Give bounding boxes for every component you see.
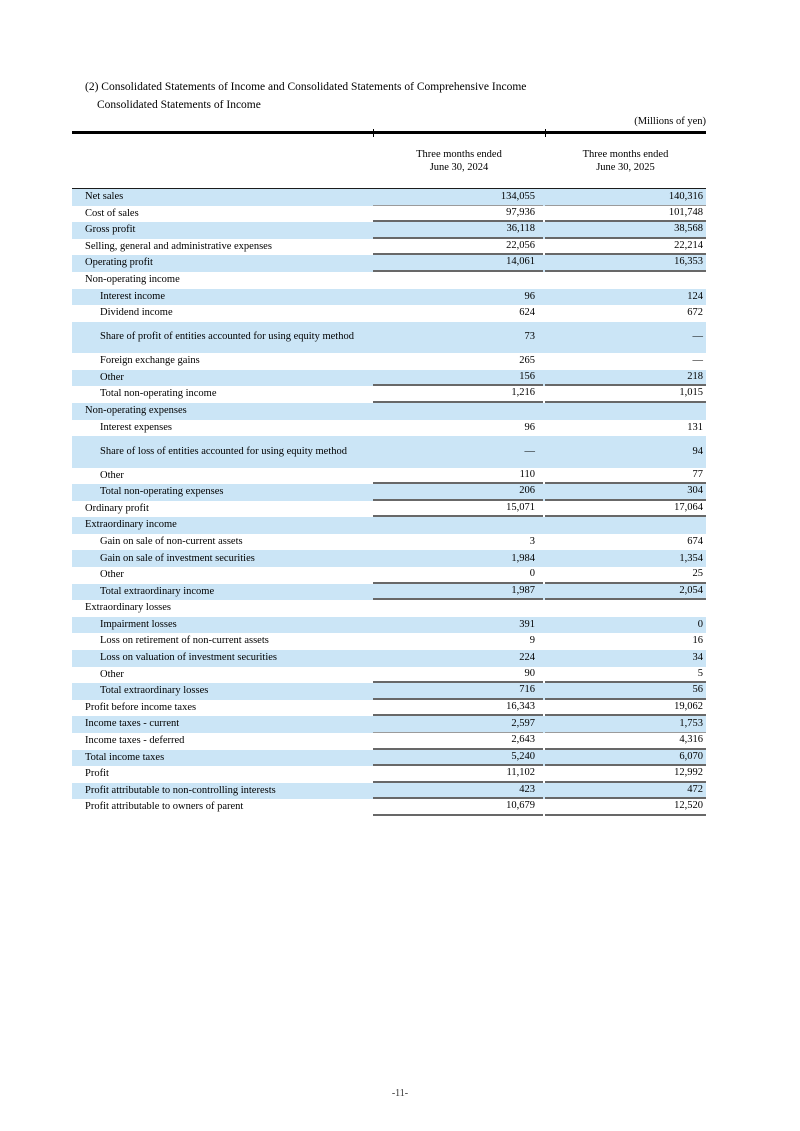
table-row [72,617,706,634]
value-2025 [545,403,706,420]
row-label: Gain on sale of investment securities [100,552,255,564]
value-2025: 472 [545,783,706,800]
value-2025: 77 [545,468,706,485]
column-header-row [72,134,706,189]
value-2025 [545,600,706,617]
row-label: Total non-operating expenses [100,486,224,498]
table-row [72,501,706,518]
value-2024: 16,343 [373,700,543,717]
value-2024: 156 [373,370,543,387]
value-2024: 1,984 [511,552,535,564]
value-2025: 25 [545,567,706,584]
table-row [72,584,706,601]
table-row [72,667,706,684]
row-label: Ordinary profit [85,502,149,514]
row-label: Extraordinary losses [85,602,172,614]
value-2024: 15,071 [373,501,543,518]
column-divider-tick [373,129,374,137]
income-statement-table [72,131,706,816]
table-top-rule [72,131,706,134]
document-heading: (2) Consolidated Statements of Income and Consolidated Statements of Comprehensive Income [85,81,527,93]
value-2024: 3 [529,535,535,547]
column-header-2025 [545,134,706,189]
value-2025: 131 [687,421,703,433]
value-2025: 1,354 [679,552,703,564]
table-row [72,716,706,733]
row-label: Interest income [100,290,166,302]
table-row [72,370,706,387]
value-2024 [373,403,543,420]
table-row [72,289,706,306]
row-label: Non-operating expenses [85,404,187,416]
value-2025: 101,748 [545,206,706,223]
value-2024: 10,679 [373,799,543,816]
table-row [72,272,706,289]
value-2025: 5 [545,667,706,684]
row-label: Impairment losses [100,618,177,630]
value-2024: 134,055 [373,189,543,206]
statement-subheading: Consolidated Statements of Income [97,99,261,111]
table-row [72,650,706,667]
column-header-2025-line1: Three months ended [582,148,669,160]
column-header-2024-line2: June 30, 2024 [429,161,489,173]
row-label: Income taxes - current [85,718,180,730]
table-row [72,353,706,370]
value-2025: 4,316 [545,733,706,750]
value-2025: 56 [545,683,706,700]
table-row [72,255,706,272]
column-divider-tick [545,129,546,137]
row-label: Gain on sale of non-current assets [100,535,243,547]
value-2025: 672 [687,307,703,319]
value-2024: 96 [524,421,535,433]
table-row [72,633,706,650]
table-row [72,567,706,584]
value-2025: 22,214 [545,239,706,256]
value-2024 [373,272,543,289]
table-row [72,766,706,783]
table-row [72,206,706,223]
page-number: -11- [391,1088,409,1099]
table-row [72,600,706,617]
row-label: Profit before income taxes [85,701,197,713]
table-row [72,222,706,239]
table-row [72,534,706,551]
row-label: Other [100,371,124,383]
value-2025: 140,316 [545,189,706,206]
table-row [72,550,706,567]
value-2025: 1,015 [545,386,706,403]
value-2024: 0 [373,567,543,584]
table-row [72,322,706,353]
value-2024: — [524,445,535,457]
value-2025: 34 [692,652,703,664]
value-2025: 12,992 [545,766,706,783]
table-row [72,750,706,767]
row-label: Total extraordinary income [100,585,215,597]
row-label: Dividend income [100,307,173,319]
table-row [72,386,706,403]
value-2024: 73 [524,331,535,343]
column-header-2024-line1: Three months ended [416,148,502,160]
table-row [72,305,706,322]
value-2025 [545,517,706,534]
row-label: Other [100,668,124,680]
table-row [72,700,706,717]
value-2024: 96 [524,290,535,302]
value-2024: 206 [373,484,543,501]
table-row [72,484,706,501]
value-2024: 716 [373,683,543,700]
table-row [72,436,706,467]
row-label: Profit attributable to non-controlling interests [85,784,276,796]
table-row [72,403,706,420]
value-2024: 22,056 [373,239,543,256]
table-row [72,468,706,485]
table-row [72,189,706,206]
unit-note: (Millions of yen) [634,116,706,127]
row-label: Profit attributable to owners of parent [85,801,244,813]
row-label: Extraordinary income [85,519,177,531]
value-2025: 12,520 [545,799,706,816]
value-2024: 265 [519,355,535,367]
row-label: Income taxes - deferred [85,735,185,747]
value-2025: 94 [692,445,703,457]
table-row [72,420,706,437]
value-2024: 624 [519,307,535,319]
table-body [72,189,706,816]
value-2025: 2,054 [545,584,706,601]
value-2024: 9 [529,635,535,647]
value-2025: 16,353 [545,255,706,272]
column-header-2024 [373,134,545,189]
value-2025: — [692,355,703,367]
table-row [72,733,706,750]
row-label: Operating profit [85,257,153,269]
row-label: Selling, general and administrative expenses [85,240,272,252]
value-2025: 218 [545,370,706,387]
value-2025: 124 [687,290,703,302]
value-2024: 97,936 [373,206,543,223]
row-label: Other [100,469,124,481]
table-row [72,683,706,700]
value-2025: 0 [697,618,703,630]
table-row [72,799,706,816]
value-2025: 38,568 [545,222,706,239]
value-2024: 1,987 [373,584,543,601]
row-label: Non-operating income [85,274,180,286]
row-label: Total non-operating income [100,388,217,400]
row-label: Foreign exchange gains [100,355,200,367]
value-2024 [373,517,543,534]
value-2024: 391 [519,618,535,630]
table-row [72,783,706,800]
value-2024: 36,118 [373,222,543,239]
label-column-spacer [72,134,373,189]
value-2025: 1,753 [545,716,706,733]
row-label: Share of loss of entities accounted for using equity method [100,445,347,457]
row-label: Total income taxes [85,751,165,763]
row-label: Cost of sales [85,207,139,219]
row-label: Interest expenses [100,421,173,433]
value-2025: 6,070 [545,750,706,767]
value-2024: 1,216 [373,386,543,403]
column-header-2025-line2: June 30, 2025 [596,161,655,173]
value-2024: 5,240 [373,750,543,767]
row-label: Profit [85,768,109,780]
value-2024: 110 [373,468,543,485]
value-2024: 423 [373,783,543,800]
row-label: Gross profit [85,224,136,236]
value-2025 [545,272,706,289]
value-2025: 19,062 [545,700,706,717]
value-2024 [373,600,543,617]
row-label: Share of profit of entities accounted for using equity method [100,331,354,343]
value-2024: 14,061 [373,255,543,272]
row-label: Other [100,569,124,581]
row-label: Net sales [85,191,124,203]
value-2024: 2,643 [373,733,543,750]
value-2025: — [692,331,703,343]
table-row [72,517,706,534]
value-2024: 90 [373,667,543,684]
value-2025: 17,064 [545,501,706,518]
row-label: Total extraordinary losses [100,685,209,697]
value-2024: 11,102 [373,766,543,783]
value-2025: 304 [545,484,706,501]
value-2024: 224 [519,652,535,664]
value-2025: 674 [687,535,703,547]
row-label: Loss on valuation of investment securities [100,652,278,664]
value-2025: 16 [692,635,703,647]
value-2024: 2,597 [373,716,543,733]
row-label: Loss on retirement of non-current assets [100,635,269,647]
table-row [72,239,706,256]
